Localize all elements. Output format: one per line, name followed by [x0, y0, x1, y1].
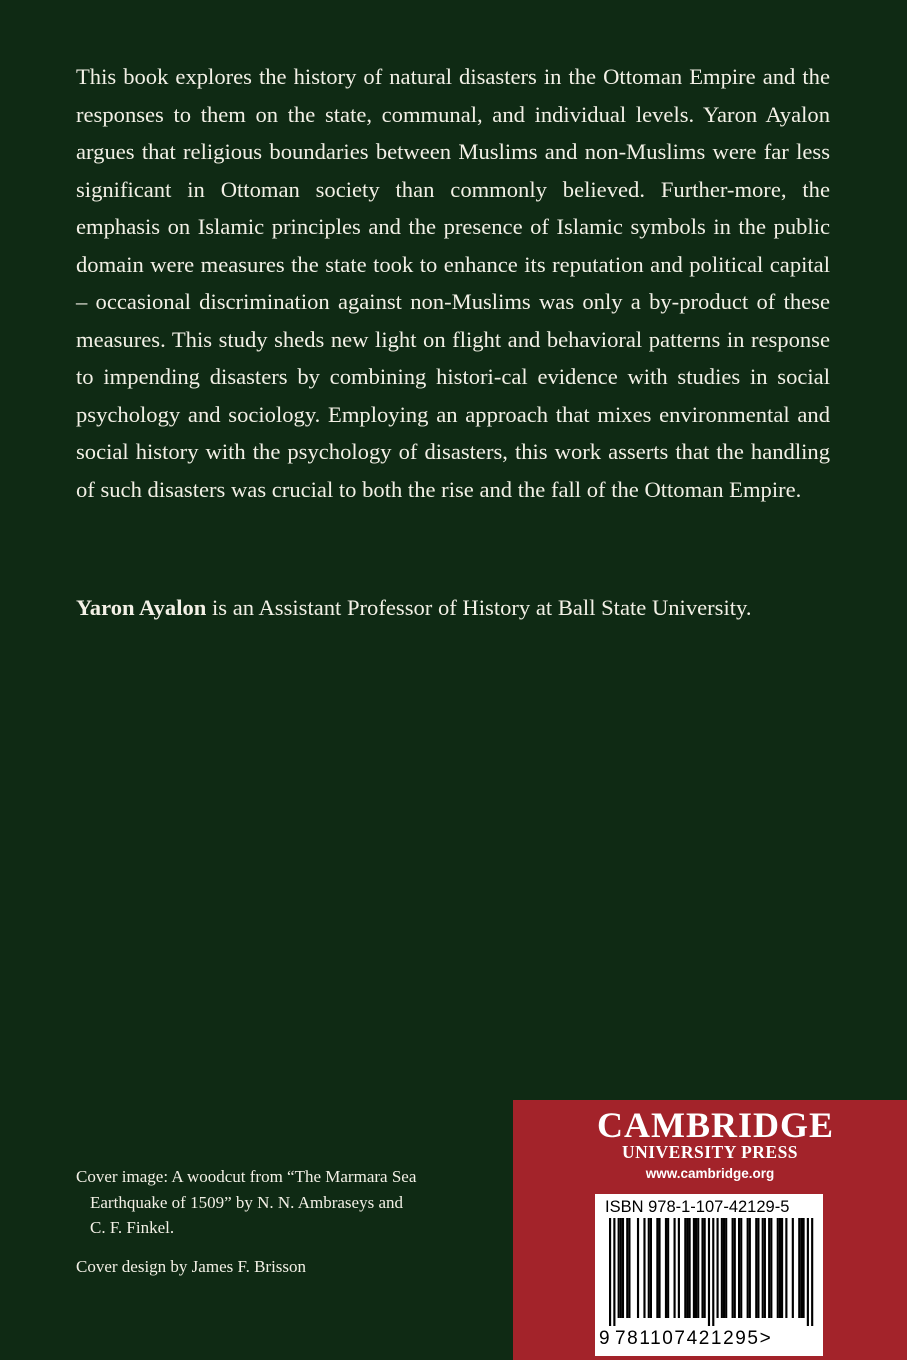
- cover-credit-line-2: Earthquake of 1509” by N. N. Ambraseys and: [90, 1192, 404, 1212]
- barcode-bar: [807, 1218, 809, 1326]
- barcode-bar: [656, 1218, 658, 1318]
- barcode-bar: [667, 1218, 669, 1318]
- barcode-bar: [665, 1218, 667, 1318]
- barcode-bar: [609, 1218, 611, 1326]
- barcode-bar: [637, 1218, 639, 1318]
- barcode-bar: [648, 1218, 650, 1318]
- barcode-bar: [626, 1218, 628, 1318]
- barcode-bar: [798, 1218, 800, 1318]
- barcode-bar: [738, 1218, 740, 1318]
- barcode-number: [595, 1324, 823, 1354]
- cover-design-credit: Cover design by James F. Brisson: [76, 1257, 307, 1276]
- barcode-bar: [785, 1218, 787, 1318]
- barcode-bar: [803, 1218, 805, 1318]
- barcode-bar: [695, 1218, 697, 1318]
- barcode-bars: [599, 1218, 819, 1326]
- barcode-bar: [725, 1218, 727, 1318]
- barcode-bar: [658, 1218, 660, 1318]
- barcode-bar: [613, 1218, 615, 1326]
- barcode-bar: [777, 1218, 779, 1318]
- barcode-bar: [749, 1218, 751, 1318]
- barcode-bar: [734, 1218, 736, 1318]
- author-bio-text: is an Assistant Professor of History at Ball State University.: [206, 595, 752, 620]
- barcode-bar: [701, 1218, 703, 1318]
- barcode-bar: [747, 1218, 749, 1318]
- barcode-box: [595, 1194, 823, 1356]
- barcode-bar: [740, 1218, 742, 1318]
- barcode-bar: [674, 1218, 676, 1318]
- barcode-bar: [618, 1218, 620, 1318]
- barcode-bar: [686, 1218, 688, 1318]
- barcode-bar: [643, 1218, 645, 1318]
- publisher-block: [513, 1100, 907, 1360]
- barcode-bar: [792, 1218, 794, 1318]
- barcode-digits: 781107421295: [615, 1328, 760, 1349]
- author-bio: [76, 589, 836, 627]
- book-description: This book explores the history of natural disasters in the Ottoman Empire and the responses to them on the state, communal, and individual levels. Yaron Ayalon argues that religious boundaries between Muslims and non-Muslims were far less significant in Ottoman society than commonly believed. Further-more, the emphasis on Islamic principles and the presence of Islamic symbols in the public domain were measures the state took to enhance its reputation and political capital – occasional discrimination against non-Muslims was only a by-product of these measures. This study sheds new light on flight and behavioral patterns in response to impending disasters by combining histori-cal evidence with studies in social psychology and sociology. Employing an approach that mixes environmental and social history with the psychology of disasters, this work asserts that the handling of such disasters was crucial to both the rise and the fall of the Ottoman Empire.: [76, 64, 830, 502]
- barcode-bar: [689, 1218, 691, 1318]
- publisher-subtitle: UNIVERSITY PRESS: [621, 1142, 799, 1162]
- barcode-bar: [650, 1218, 652, 1318]
- barcode-bar: [693, 1218, 695, 1318]
- barcode-bar: [697, 1218, 699, 1318]
- barcode-bar: [628, 1218, 630, 1318]
- publisher-name: CAMBRIDGE: [597, 1105, 835, 1145]
- barcode-bar: [755, 1218, 757, 1318]
- publisher-url: www.cambridge.org: [645, 1166, 775, 1181]
- cover-credit-line-3: C. F. Finkel.: [90, 1218, 175, 1237]
- author-name: Yaron Ayalon: [76, 595, 207, 620]
- barcode-bar: [622, 1218, 624, 1318]
- barcode-bar: [781, 1218, 783, 1318]
- barcode-bar: [704, 1218, 706, 1318]
- barcode-bar: [723, 1218, 725, 1318]
- isbn-label: ISBN 978-1-107-42129-5: [605, 1198, 790, 1216]
- barcode-bar: [721, 1218, 723, 1318]
- barcode-bar: [732, 1218, 734, 1318]
- barcode-bar: [678, 1218, 680, 1318]
- barcode-bar: [717, 1218, 719, 1318]
- barcode-bar: [779, 1218, 781, 1318]
- barcode-end-mark: >: [759, 1328, 773, 1349]
- barcode-bar: [684, 1218, 686, 1318]
- barcode-bar: [708, 1218, 710, 1326]
- barcode-bar: [770, 1218, 772, 1318]
- barcode-bar: [768, 1218, 770, 1318]
- barcode-bar: [762, 1218, 764, 1318]
- barcode-bar: [757, 1218, 759, 1318]
- cover-credit-line-1: Cover image: A woodcut from “The Marmara Sea: [76, 1167, 417, 1186]
- barcode-bar: [620, 1218, 622, 1318]
- barcode-bar: [764, 1218, 766, 1318]
- cover-image-credit: [76, 1164, 496, 1241]
- barcode-bar: [712, 1218, 714, 1326]
- barcode-bar: [800, 1218, 802, 1318]
- barcode-first-digit: 9: [599, 1328, 610, 1349]
- barcode-bar: [811, 1218, 813, 1326]
